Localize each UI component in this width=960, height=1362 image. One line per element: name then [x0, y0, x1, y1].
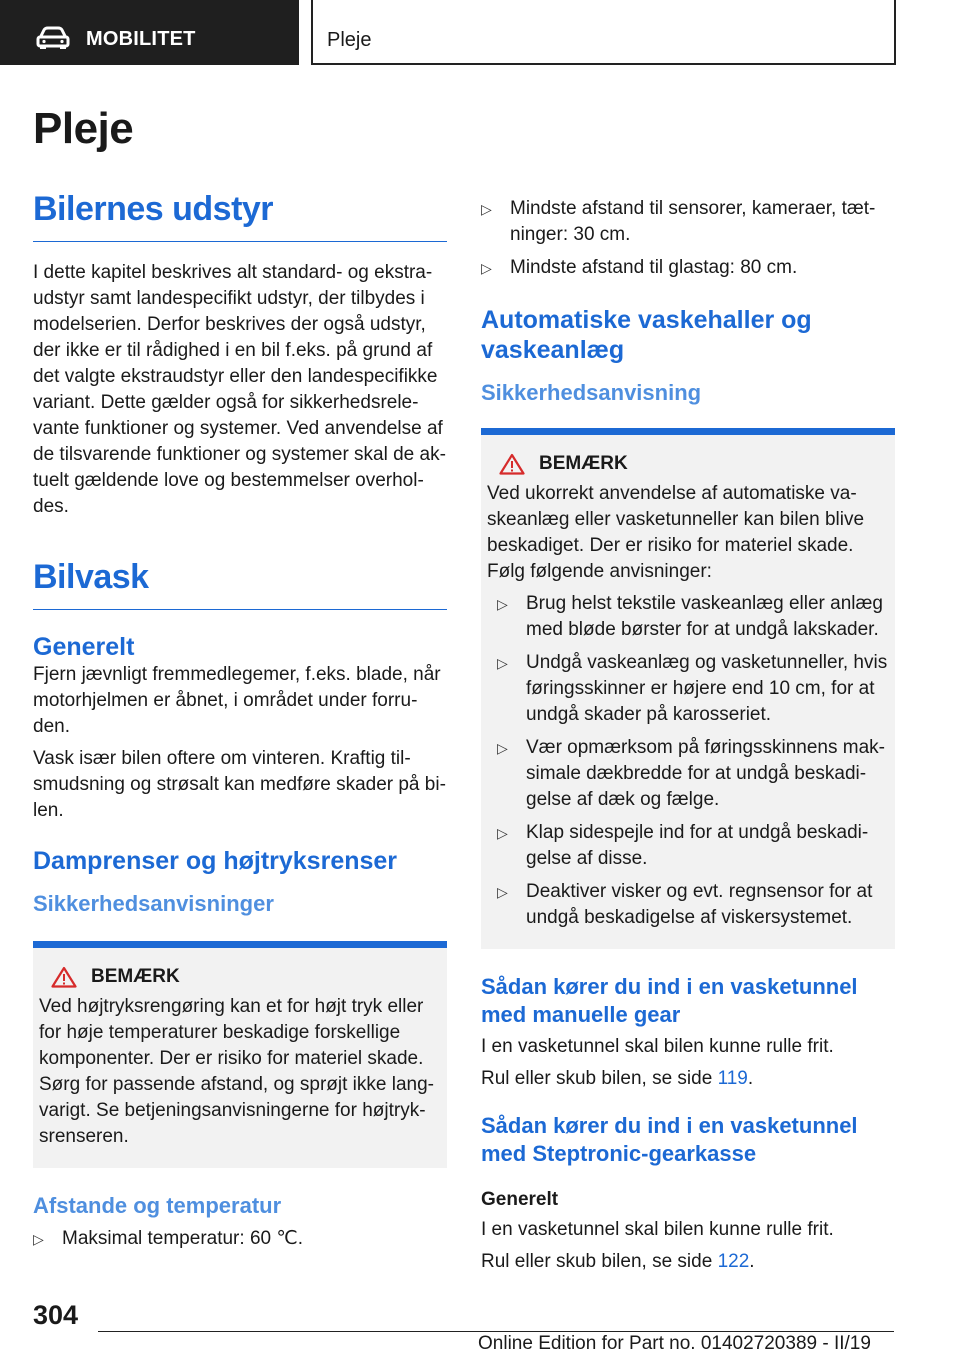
notice-text: Ved højtryksrengøring kan et for højt tryk eller for høje temperaturer beskadige forskellige komponenter. Der er risiko for materiel skade. Sørg for passende afstand, og sprøjt ikke lang-varigt. Se betjeningsanvisningerne for højtryk-srenseren.	[39, 995, 434, 1147]
heading-sikkerhedsanvisninger: Sikkerhedsanvisninger	[33, 891, 274, 917]
triangle-bullet-icon: ▷	[481, 260, 492, 276]
triangle-bullet-icon: ▷	[497, 739, 508, 756]
list-item: ▷ Deaktiver visker og evt. regnsensor for at undgå beskadigelse af viskersystemet.	[497, 880, 873, 928]
notice-header	[39, 966, 447, 988]
paragraph-udstyr: I dette kapitel beskrives alt standard- og ekstra-udstyr samt landespecifikt udstyr, der tilbydes i modelserien. Derfor beskrives der også udstyr, der ikke er til rådighed i en bil f.eks. på grund af det valgte ekstraudstyr eller den landespecifikke variant. Dette gælder også for sikkerhedsrele-vante funktioner og systemer. Ved anvendelse af de tilsvarende funktioner og systemer skal de ak-tuelt gældende love og bestemmelser overhol-des.	[33, 262, 446, 518]
triangle-bullet-icon: ▷	[497, 883, 508, 900]
heading-step-generelt: Generelt	[481, 1188, 559, 1210]
list-item: ▷ Mindste afstand til sensorer, kameraer, tæt-ninger: 30 cm.	[481, 198, 876, 245]
left-column	[33, 190, 447, 1252]
chapter-tab[interactable]	[311, 0, 896, 65]
notice-text: Ved ukorrekt anvendelse af automatiske va-skeanlæg eller vasketunneller kan bilen blive beskadiget. Der er risiko for materiel skade. Følg følgende anvisninger:	[487, 482, 865, 582]
list-item: ▷ Klap sidespejle ind for at undgå beskadi-gelse af disse.	[497, 821, 869, 869]
paragraph-generelt-1: Fjern jævnligt fremmedlegemer, f.eks. blade, når motorhjelmen er åbnet, i området under forru-den.	[33, 664, 441, 738]
page-link-119[interactable]: 119	[717, 1067, 748, 1089]
warning-triangle-icon	[51, 966, 77, 988]
page-number: 304	[33, 1300, 79, 1330]
triangle-bullet-icon: ▷	[481, 201, 492, 217]
chapter-tab-label: Pleje	[327, 29, 372, 51]
section-tab-label: MOBILITET	[86, 28, 196, 50]
footer-divider	[98, 1331, 894, 1332]
paragraph-manuel-2: Rul eller skub bilen, se side 119.	[481, 1067, 754, 1089]
paragraph-step-1: I en vasketunnel skal bilen kunne rulle frit.	[481, 1218, 834, 1240]
list-item: ▷ Vær opmærksom på føringsskinnens mak-simale dækbredde for at undgå beskadi-gelse af dæk og fælge.	[497, 736, 885, 810]
list-item: ▷ Brug helst tekstile vaskeanlæg eller anlæg med bløde børster for at undgå lakskader.	[497, 592, 883, 640]
triangle-bullet-icon: ▷	[33, 1231, 44, 1248]
heading-afstande: Afstande og temperatur	[33, 1192, 282, 1218]
car-icon	[36, 26, 70, 50]
list-item: ▷ Mindste afstand til glastag: 80 cm.	[481, 255, 895, 281]
heading-bilernes-udstyr: Bilernes udstyr	[33, 190, 447, 242]
paragraph-step-2: Rul eller skub bilen, se side 122.	[481, 1250, 755, 1272]
heading-generelt: Generelt	[33, 633, 135, 662]
heading-manuelle-gear: Sådan kører du ind i en vasketunnel med manuelle gear	[481, 973, 858, 1028]
triangle-bullet-icon: ▷	[497, 824, 508, 841]
warning-triangle-icon	[499, 453, 525, 475]
notice-box-hojtryk	[33, 941, 447, 1168]
list-item: ▷ Maksimal temperatur: 60 ℃.	[33, 1226, 447, 1252]
notice-header	[487, 453, 895, 475]
page-title: Pleje	[33, 104, 134, 153]
triangle-bullet-icon: ▷	[497, 654, 508, 671]
triangle-bullet-icon: ▷	[497, 595, 508, 612]
list-item: ▷ Undgå vaskeanlæg og vasketunneller, hvis føringsskinner er højere end 10 cm, for at undgå skader på karosseriet.	[497, 651, 888, 725]
section-tab[interactable]	[0, 0, 299, 65]
notice-label: BEMÆRK	[91, 965, 180, 987]
notice-label: BEMÆRK	[539, 452, 628, 474]
heading-steptronic: Sådan kører du ind i en vasketunnel med Steptronic-gearkasse	[481, 1112, 858, 1167]
heading-sikkerhedsanvisning: Sikkerhedsanvisning	[481, 380, 702, 405]
heading-automatiske-vaskehaller: Automatiske vaskehaller og vaskeanlæg	[481, 306, 812, 364]
paragraph-manuel-1: I en vasketunnel skal bilen kunne rulle frit.	[481, 1035, 834, 1057]
page-link-122[interactable]: 122	[717, 1250, 750, 1272]
notice-bullet-list	[487, 591, 895, 931]
bullet-list-temperatur	[33, 1226, 447, 1252]
heading-damprenser: Damprenser og højtryksrenser	[33, 847, 398, 876]
heading-bilvask: Bilvask	[33, 558, 447, 610]
paragraph-generelt-2: Vask især bilen oftere om vinteren. Kraftig til-smudsning og strøsalt kan medføre skader på bi-len.	[33, 748, 446, 822]
footer-edition: Online Edition for Part no. 01402720389 - II/19	[478, 1333, 871, 1354]
notice-box-vaskeanlaeg	[481, 428, 895, 949]
right-column	[481, 190, 895, 1275]
bullet-list-afstand	[481, 196, 895, 281]
